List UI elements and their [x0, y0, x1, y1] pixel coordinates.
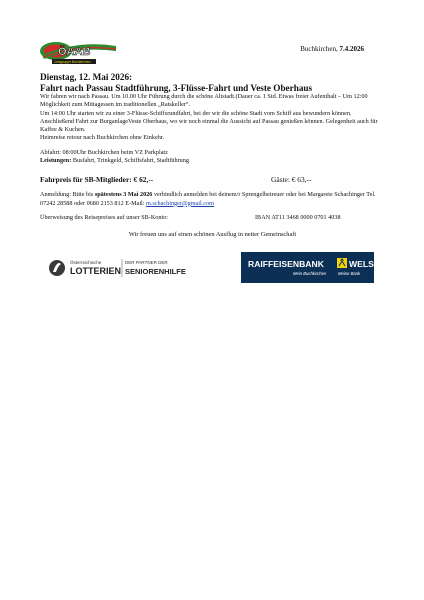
document-content	[40, 72, 385, 239]
registration-contact: verbindlich anmelden bei deinem/r Sprengelbetreuer oder bei Margarete Schachinger Tel. 07242 28588 oder 0680 2153 812 E-Mail:	[40, 191, 376, 207]
date-value: 7.4.2026	[339, 45, 364, 53]
raiffeisen-slogan-right: Meine Bank	[338, 271, 361, 276]
services-label: Leistungen:	[40, 157, 72, 165]
raiffeisen-name-text: RAIFFEISENBANK	[248, 259, 324, 269]
event-title-heading: Fahrt nach Passau Stadtführung, 3-Flüsse-Fahrt und Veste Oberhaus	[40, 82, 313, 93]
logo-main-text: ÖAAB	[58, 46, 91, 58]
account-row	[40, 214, 385, 222]
document-date	[300, 45, 364, 53]
member-price: Fahrpreis für SB-Mitglieder: € 62,--	[40, 174, 154, 184]
registration-text	[40, 191, 385, 207]
email-link[interactable]: m.schachinger@gmail.com	[146, 199, 214, 207]
description-paragraph-3: Heimreise retour nach Buchkirchen ohne Einkehr.	[40, 134, 165, 142]
raiffeisen-city-text: WELS	[349, 259, 374, 269]
services-line	[40, 157, 385, 165]
raiffeisen-slogan-left: Mein Buchkirchen	[293, 271, 327, 276]
raiffeisenbank-wels-logo	[241, 252, 374, 283]
services-value: Busfahrt, Trinkgeld, Schiffsfahrt, Stadtführung	[71, 157, 189, 165]
account-label: Überweisung des Reisepreises auf unser SB-Konto:	[40, 213, 169, 221]
lotto-partner-text: SENIORENHILFE	[125, 267, 186, 276]
lotto-top-right-text: DER PARTNER DER	[125, 260, 168, 265]
registration-deadline: spätestens 3 Mai 2026	[94, 191, 153, 199]
lotterien-emblem-icon	[49, 260, 65, 276]
account-iban: IBAN AT11 3468 0000 0701 4038	[255, 213, 341, 221]
guest-price: Gäste: € 63,--	[271, 174, 312, 184]
registration-intro: Anmeldung: Bitte bis	[40, 191, 95, 199]
price-row	[40, 175, 385, 185]
description-paragraph-1: Wir fahren wir nach Passau. Um 10.00 Uhr Führung durch die schöne Altstadt.(Dauer ca. 1 Std. Etwas freier Aufenthalt – Um 12:00 Möglichkeit zum Mittagessen im traditionellen „Ratskeller“.	[40, 93, 368, 109]
lotto-top-left-text: Österreichische	[70, 260, 102, 265]
event-date-heading: Dienstag, 12. Mai 2026:	[40, 72, 133, 82]
description-paragraph-2: Um 14:00 Uhr starten wir zu einer 3-Flüsse-Schiffsrundfahrt, bei der wir die schöne Stadt vom Schiff aus bewundern können. Anschließend Fahrt zur BurganlageVeste Oberhaus, wo wir noch einmal die Aussicht auf Passau genießen können. Gelegenheit auch für Kaffee & Kuchen.	[40, 109, 378, 133]
seniorenbund-logo	[38, 40, 118, 66]
raiffeisen-gable-icon	[337, 258, 347, 268]
logo-sub-text: Ortsgruppe Buchkirchen	[54, 60, 91, 64]
date-place: Buchkirchen,	[300, 45, 340, 53]
departure-line: Abfahrt: 08:00Uhr Buchkirchen beim VZ Parkplatz	[40, 149, 168, 157]
lotto-name-text: LOTTERIEN	[70, 266, 121, 276]
closing-line: Wir freuen uns auf einen schönen Ausflug in netter Gemeinschaft	[128, 230, 297, 238]
lotterien-seniorenhilfe-logo	[48, 256, 188, 280]
